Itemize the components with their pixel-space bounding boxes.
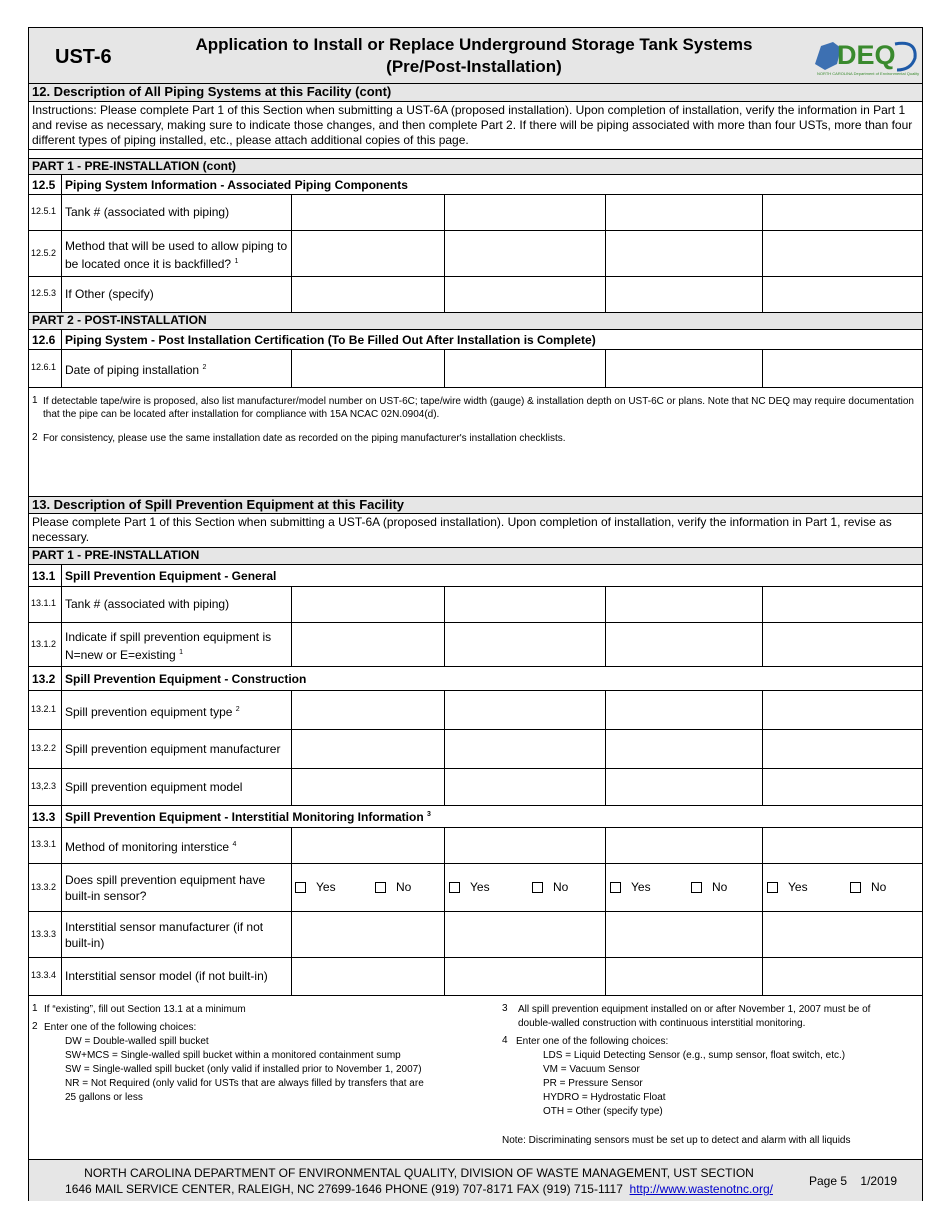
type-cell-4[interactable]: [763, 691, 922, 729]
date-cell-4[interactable]: [763, 350, 922, 387]
manufacturer-cell-2[interactable]: [445, 730, 605, 768]
subsection-number: 13.3: [32, 810, 56, 824]
section-12-title: 12. Description of All Piping Systems at this Facility (cont): [29, 84, 922, 102]
method-cell-3[interactable]: [606, 231, 762, 276]
subsection-12-6: [29, 330, 922, 350]
manufacturer-cell-4[interactable]: [763, 730, 922, 768]
choice-lds: LDS = Liquid Detecting Sensor (e.g., sump sensor, float switch, etc.): [543, 1050, 846, 1061]
sensor-mfr-cell-4[interactable]: [763, 912, 922, 957]
row-number: 13.3.4: [31, 970, 57, 980]
note-mark: 3: [502, 1003, 508, 1014]
no-label: No: [553, 880, 569, 894]
subsection-title: Piping System - Post Installation Certification (To Be Filled Out After Installation is Complete): [65, 333, 596, 347]
footnote-1: If detectable tape/wire is proposed, also list manufacturer/model number on UST-6C; tape/wire width (gauge) & installation depth on UST-6C or plans. Note that NC DEQ may require documentation that the pipe can be located after installation for compliance with 15A NCAC 02N.0904(d).: [43, 396, 914, 420]
footnote-ref: 1: [179, 649, 183, 656]
row-13-3-4: [29, 958, 922, 996]
manufacturer-cell-3[interactable]: [606, 730, 762, 768]
logo-subtext: NORTH CAROLINA Department of Environmental Quality: [817, 71, 920, 76]
tank-cell-4[interactable]: [763, 587, 922, 622]
row-label: [65, 702, 291, 720]
row-label-text: Method that will be used to allow piping to be located once it is backfilled?: [65, 239, 288, 271]
method-cell-4[interactable]: [763, 231, 922, 276]
subsection-13-3: [29, 806, 922, 828]
tank-cell-3[interactable]: [606, 587, 762, 622]
date-cell-2[interactable]: [445, 350, 605, 387]
row-label: Tank # (associated with piping): [65, 597, 230, 611]
row-13-3-1: [29, 828, 922, 864]
row-label: [65, 837, 291, 855]
form-number: UST-6: [55, 46, 112, 68]
yes-option-1[interactable]: [295, 880, 336, 894]
no-label: No: [871, 880, 887, 894]
section-12-instructions: Instructions: Please complete Part 1 of this Section when submitting a UST-6A (proposed installation). Upon completion of installation, verify the information in Part 1 and revise as necessary, making sure to indicate those changes, and then complete Part 2. If there will be piping associated with more than four USTs, more than four different types of piping installed, etc., please attach additional copies of this page.: [29, 102, 922, 150]
subsection-13-2: [29, 667, 922, 691]
monitor-cell-2[interactable]: [445, 828, 605, 863]
footer-contact: 1646 MAIL SERVICE CENTER, RALEIGH, NC 27699-1646 PHONE (919) 707-8171 FAX (919) 715-1117: [65, 1182, 623, 1196]
note-2: Enter one of the following choices:: [44, 1022, 197, 1033]
row-label-text: Date of piping installation: [65, 363, 200, 377]
yes-label: Yes: [470, 880, 490, 894]
footnote-ref: 3: [427, 811, 431, 818]
row-13-1-2: [29, 623, 922, 667]
row-12-5-1: [29, 195, 922, 231]
monitor-cell-1[interactable]: [292, 828, 444, 863]
row-label: Spill prevention equipment model: [65, 780, 243, 794]
section-13-title: 13. Description of Spill Prevention Equipment at this Facility: [29, 496, 922, 514]
row-number: 13.3.1: [31, 839, 57, 849]
yes-option-3[interactable]: [610, 880, 651, 894]
status-cell-4[interactable]: [763, 623, 922, 666]
no-label: No: [396, 880, 412, 894]
tank-cell-2[interactable]: [445, 195, 605, 230]
row-label: If Other (specify): [65, 287, 154, 301]
row-number: 12.6.1: [31, 362, 57, 372]
row-13-2-1: [29, 691, 922, 730]
sensor-model-cell-3[interactable]: [606, 958, 762, 995]
row-number: 12.5.2: [31, 248, 57, 258]
footnote-ref: 2: [235, 706, 240, 713]
row-13-1-1: [29, 587, 922, 623]
yes-checkbox-3[interactable]: [610, 882, 621, 893]
type-cell-2[interactable]: [445, 691, 605, 729]
no-label: No: [712, 880, 728, 894]
row-label-text: Indicate if spill prevention equipment is N=new or E=existing: [65, 630, 272, 662]
part-1-heading-13: PART 1 - PRE-INSTALLATION: [29, 548, 922, 565]
no-checkbox-2[interactable]: [532, 882, 543, 893]
part-1-heading: PART 1 - PRE-INSTALLATION (cont): [29, 158, 922, 175]
date-cell-1[interactable]: [292, 350, 444, 387]
no-option-1[interactable]: [375, 880, 411, 894]
footnote-ref: 4: [232, 841, 237, 848]
status-cell-2[interactable]: [445, 623, 605, 666]
other-cell-2[interactable]: [445, 277, 605, 312]
sensor-mfr-cell-3[interactable]: [606, 912, 762, 957]
row-number: 13.1.2: [31, 639, 57, 649]
row-number: 13.3.2: [31, 882, 57, 892]
choice-sw-mcs: SW+MCS = Single-walled spill bucket within a monitored containment sump: [65, 1050, 401, 1061]
choice-hydro: HYDRO = Hydrostatic Float: [543, 1092, 666, 1103]
subsection-title: Piping System Information - Associated Piping Components: [65, 178, 408, 192]
model-cell-4[interactable]: [763, 769, 922, 805]
tank-cell-3[interactable]: [606, 195, 762, 230]
row-12-5-2: [29, 231, 922, 277]
subsection-title-wrap: [65, 810, 431, 824]
form-header: [29, 28, 922, 84]
section-13-instructions: Please complete Part 1 of this Section when submitting a UST-6A (proposed installation). Upon completion of installation, verify the information in Part 1, revise as necessary.: [29, 514, 922, 548]
subsection-number: 12.6: [32, 333, 56, 347]
row-number: 13.1.1: [31, 598, 57, 608]
note-4: Enter one of the following choices:: [516, 1036, 669, 1047]
row-number: 12.5.3: [31, 288, 57, 298]
no-option-4[interactable]: [850, 880, 886, 894]
footnote-2: For consistency, please use the same installation date as recorded on the piping manufacturer's installation checklists.: [43, 433, 566, 444]
model-cell-1[interactable]: [292, 769, 444, 805]
page-footer: [29, 1159, 922, 1201]
part-2-heading: PART 2 - POST-INSTALLATION: [29, 313, 922, 330]
subsection-number: 13.1: [32, 569, 56, 583]
footnote-mark: 1: [32, 395, 38, 406]
status-cell-1[interactable]: [292, 623, 444, 666]
subsection-title: Spill Prevention Equipment - Construction: [65, 672, 307, 686]
yes-option-2[interactable]: [449, 880, 490, 894]
row-label: Interstitial sensor manufacturer (if not built-in): [65, 920, 264, 950]
row-number: 13.2.2: [31, 743, 57, 753]
row-number: 12.5.1: [31, 206, 57, 216]
form-title: [154, 34, 794, 78]
no-checkbox-4[interactable]: [850, 882, 861, 893]
subsection-12-5: [29, 175, 922, 195]
other-cell-1[interactable]: [292, 277, 444, 312]
page-number: Page 5: [809, 1174, 848, 1188]
form-title-line1: Application to Install or Replace Underground Storage Tank Systems: [195, 35, 753, 54]
form-title-line2: (Pre/Post-Installation): [386, 57, 562, 76]
no-option-3[interactable]: [691, 880, 727, 894]
row-12-6-1: [29, 350, 922, 388]
footnote-mark: 2: [32, 432, 38, 443]
manufacturer-cell-1[interactable]: [292, 730, 444, 768]
other-cell-4[interactable]: [763, 277, 922, 312]
yes-checkbox-1[interactable]: [295, 882, 306, 893]
no-checkbox-3[interactable]: [691, 882, 702, 893]
form-revision-date: 1/2019: [860, 1174, 898, 1188]
row-label: [65, 238, 291, 272]
choice-nr-cont: 25 gallons or less: [65, 1092, 143, 1103]
yes-checkbox-2[interactable]: [449, 882, 460, 893]
footer-agency: NORTH CAROLINA DEPARTMENT OF ENVIRONMENTAL QUALITY, DIVISION OF WASTE MANAGEMENT, UST SECTION: [84, 1166, 754, 1180]
no-checkbox-1[interactable]: [375, 882, 386, 893]
logo-text: DEQ: [837, 40, 896, 70]
subsection-13-1: [29, 565, 922, 587]
choice-sw: SW = Single-walled spill bucket (only valid if installed prior to November 1, 2007): [65, 1064, 422, 1075]
row-label-text: Spill prevention equipment type: [65, 705, 233, 719]
yes-label: Yes: [316, 880, 336, 894]
footnote-ref: 2: [202, 364, 207, 371]
choice-pr: PR = Pressure Sensor: [543, 1078, 643, 1089]
sensor-model-cell-2[interactable]: [445, 958, 605, 995]
tank-cell-4[interactable]: [763, 195, 922, 230]
tank-cell-1[interactable]: [292, 587, 444, 622]
sensor-note: Note: Discriminating sensors must be set up to detect and alarm with all liquids: [502, 1135, 851, 1146]
status-cell-3[interactable]: [606, 623, 762, 666]
row-number: 13.2.1: [31, 704, 57, 714]
footer-address: [29, 1182, 809, 1196]
monitor-cell-3[interactable]: [606, 828, 762, 863]
method-cell-2[interactable]: [445, 231, 605, 276]
note-1: If “existing”, fill out Section 13.1 at a minimum: [44, 1004, 246, 1015]
row-13-2-3: [29, 769, 922, 806]
row-label: Spill prevention equipment manufacturer: [65, 742, 281, 756]
sensor-mfr-cell-2[interactable]: [445, 912, 605, 957]
choice-nr: NR = Not Required (only valid for USTs that are always filled by transfers that are: [65, 1078, 424, 1089]
type-cell-1[interactable]: [292, 691, 444, 729]
sensor-mfr-cell-1[interactable]: [292, 912, 444, 957]
note-3a: All spill prevention equipment installed on or after November 1, 2007 must be of: [518, 1004, 871, 1015]
note-mark: 1: [32, 1003, 38, 1014]
row-label: Tank # (associated with piping): [65, 205, 230, 219]
type-cell-3[interactable]: [606, 691, 762, 729]
choice-oth: OTH = Other (specify type): [543, 1106, 663, 1117]
row-13-2-2: [29, 730, 922, 769]
subsection-title: Spill Prevention Equipment - General: [65, 569, 277, 583]
footer-page-info: [809, 1174, 897, 1188]
note-mark: 4: [502, 1035, 508, 1046]
tank-cell-1[interactable]: [292, 195, 444, 230]
other-cell-3[interactable]: [606, 277, 762, 312]
choice-dw: DW = Double-walled spill bucket: [65, 1036, 209, 1047]
subsection-number: 13.2: [32, 672, 56, 686]
row-label: Does spill prevention equipment have built-in sensor?: [65, 873, 266, 903]
yes-label: Yes: [631, 880, 651, 894]
footnote-ref: 1: [234, 258, 239, 265]
yes-label: Yes: [788, 880, 808, 894]
row-12-5-3: [29, 277, 922, 313]
note-3b: double-walled construction with continuous interstitial monitoring.: [518, 1018, 806, 1029]
monitor-cell-4[interactable]: [763, 828, 922, 863]
yes-checkbox-4[interactable]: [767, 882, 778, 893]
note-mark: 2: [32, 1021, 38, 1032]
row-label: [65, 360, 291, 378]
row-13-3-2: [29, 864, 922, 912]
row-label-text: Method of monitoring interstice: [65, 840, 230, 854]
row-label: [65, 629, 291, 663]
no-option-2[interactable]: [532, 880, 568, 894]
ust6-form: [28, 27, 923, 1201]
choice-vm: VM = Vacuum Sensor: [543, 1064, 640, 1075]
subsection-title: Spill Prevention Equipment - Interstitial Monitoring Information: [65, 810, 424, 824]
date-cell-3[interactable]: [606, 350, 762, 387]
tank-cell-2[interactable]: [445, 587, 605, 622]
row-number: 13,2.3: [31, 781, 57, 791]
subsection-number: 12.5: [32, 178, 56, 192]
deq-logo: [811, 34, 921, 78]
row-13-3-3: [29, 912, 922, 958]
method-cell-1[interactable]: [292, 231, 444, 276]
sensor-model-cell-1[interactable]: [292, 958, 444, 995]
footer-url-link[interactable]: http://www.wastenotnc.org/: [629, 1182, 773, 1196]
yes-option-4[interactable]: [767, 880, 808, 894]
model-cell-3[interactable]: [606, 769, 762, 805]
row-label: Interstitial sensor model (if not built-in): [65, 969, 268, 983]
model-cell-2[interactable]: [445, 769, 605, 805]
sensor-model-cell-4[interactable]: [763, 958, 922, 995]
row-number: 13.3.3: [31, 929, 57, 939]
